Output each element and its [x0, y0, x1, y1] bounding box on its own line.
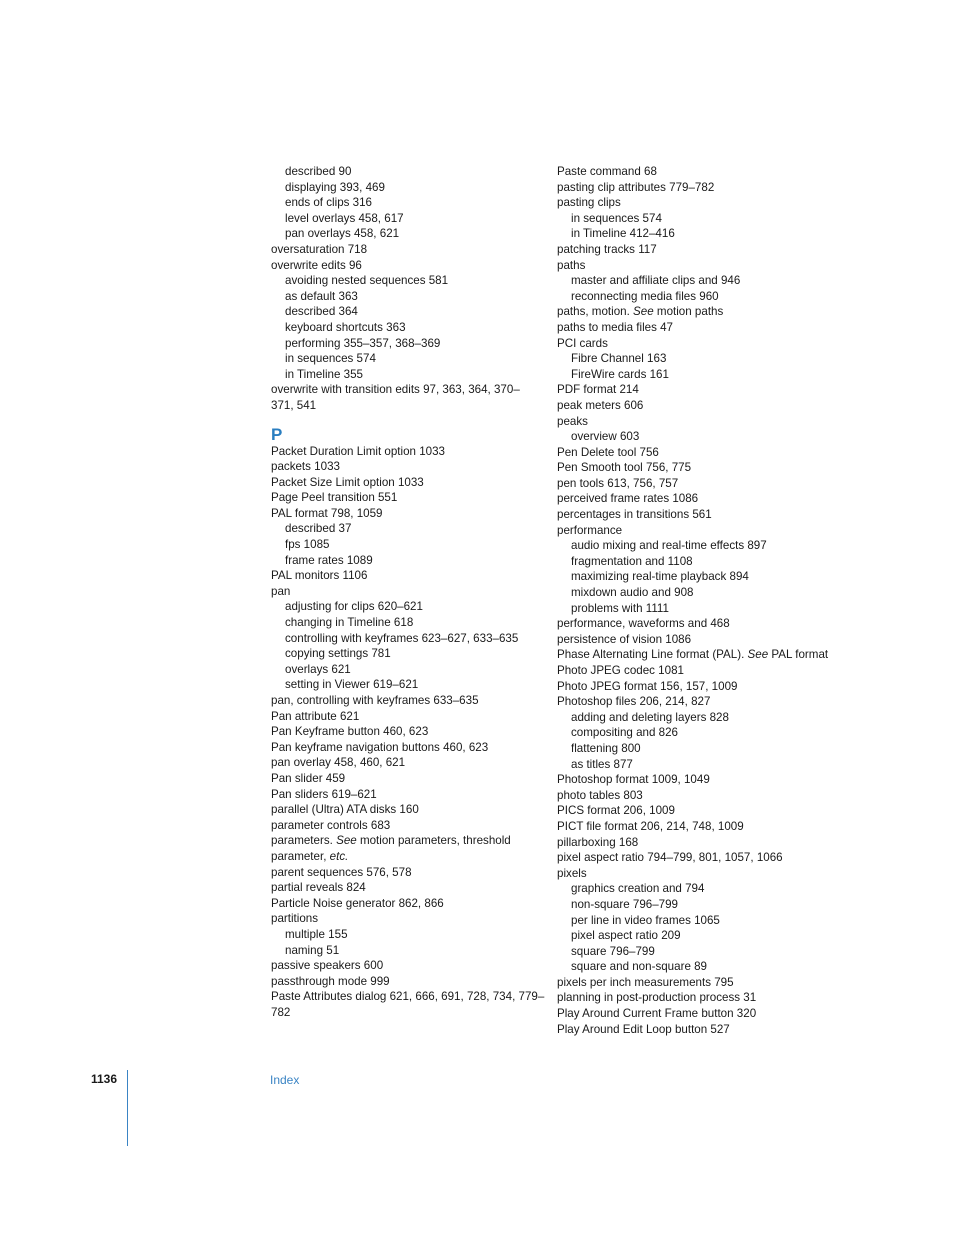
index-entry: [271, 242, 541, 258]
index-subentry: [271, 226, 541, 242]
index-subentry: [557, 538, 847, 554]
index-entry: [557, 975, 847, 991]
entry-text: oversaturation 718: [271, 242, 368, 256]
index-entry: [557, 616, 847, 632]
entry-text: in sequences 574: [571, 211, 662, 225]
entry-text: setting in Viewer 619–621: [285, 678, 419, 692]
index-subentry: [271, 351, 541, 367]
index-column-right: [557, 164, 847, 1037]
etc-note: etc.: [329, 849, 349, 863]
entry-text: Pen Delete tool 756: [557, 445, 659, 459]
entry-text: overwrite with transition edits 97, 363, 364, 370–: [271, 383, 520, 397]
entry-text: overwrite edits 96: [271, 258, 362, 272]
index-entry: [271, 398, 541, 414]
entry-text: peak meters 606: [557, 398, 644, 412]
index-entry: [271, 475, 541, 491]
entry-text: frame rates 1089: [285, 553, 373, 567]
index-subentry: [271, 180, 541, 196]
index-entry: [271, 444, 541, 460]
footer-divider: [127, 1070, 128, 1146]
see-target: motion parameters, threshold: [356, 834, 511, 848]
entry-text: Play Around Current Frame button 320: [557, 1007, 757, 1021]
footer-section-link[interactable]: Index: [270, 1073, 300, 1087]
entry-text: square and non-square 89: [571, 960, 708, 974]
index-subentry: [557, 881, 847, 897]
index-entry: [557, 164, 847, 180]
index-entry: [557, 632, 847, 648]
entry-text: Photoshop files 206, 214, 827: [557, 695, 711, 709]
index-entry: [271, 490, 541, 506]
index-entry: [271, 724, 541, 740]
index-subentry: [557, 928, 847, 944]
index-subentry: [271, 320, 541, 336]
index-subentry: [271, 195, 541, 211]
index-subentry: [557, 944, 847, 960]
entry-text: packets 1033: [271, 460, 340, 474]
entry-text: pillarboxing 168: [557, 835, 639, 849]
index-entry: [271, 709, 541, 725]
entry-text: passthrough mode 999: [271, 974, 390, 988]
entry-text: non-square 796–799: [571, 897, 679, 911]
index-subentry: [271, 615, 541, 631]
index-entry: [271, 865, 541, 881]
index-entries-o-continued: [271, 164, 541, 414]
entry-text: Play Around Edit Loop button 527: [557, 1022, 730, 1036]
entry-text: as default 363: [285, 289, 358, 303]
entry-text: parallel (Ultra) ATA disks 160: [271, 803, 419, 817]
entry-text: in Timeline 412–416: [571, 227, 675, 241]
entry-text: audio mixing and real-time effects 897: [571, 539, 767, 553]
entry-text: graphics creation and 794: [571, 882, 705, 896]
entry-text: partitions: [271, 912, 319, 926]
entry-text: ends of clips 316: [285, 196, 373, 210]
entry-text: Photo JPEG format 156, 157, 1009: [557, 679, 738, 693]
entry-text: Pen Smooth tool 756, 775: [557, 461, 692, 475]
entry-text: Packet Duration Limit option 1033: [271, 444, 446, 458]
index-entries-p: [271, 444, 545, 1021]
index-entry: [271, 506, 541, 522]
entry-text: mixdown audio and 908: [571, 586, 694, 600]
entry-text: fragmentation and 1108: [571, 554, 693, 568]
index-subentry: [271, 646, 541, 662]
index-entry: [557, 819, 847, 835]
entry-text: flattening 800: [571, 741, 641, 755]
entry-text: reconnecting media files 960: [571, 289, 719, 303]
see-target: PAL format: [768, 648, 829, 662]
index-subentry: [557, 273, 847, 289]
entry-text: Page Peel transition 551: [271, 491, 398, 505]
entry-text: paths to media files 47: [557, 320, 674, 334]
index-subentry: [557, 351, 847, 367]
letter-heading-p: P: [271, 424, 283, 444]
entry-text: pasting clips: [557, 196, 621, 210]
entry-text: master and affiliate clips and 946: [571, 274, 741, 288]
index-entry: [557, 398, 847, 414]
index-entry: [271, 974, 541, 990]
page-number: 1136: [91, 1072, 118, 1086]
entry-text: pixel aspect ratio 209: [571, 929, 681, 943]
index-subentry: [271, 662, 541, 678]
entry-text: multiple 155: [285, 927, 348, 941]
index-subentry: [271, 943, 541, 959]
entry-text: pan overlays 458, 621: [285, 227, 400, 241]
index-entry: [557, 788, 847, 804]
entry-text: overlays 621: [285, 662, 351, 676]
index-subentry: [557, 211, 847, 227]
entry-text: passive speakers 600: [271, 959, 384, 973]
index-entry: [271, 896, 541, 912]
index-subentry: [557, 757, 847, 773]
index-entry: [271, 755, 541, 771]
index-entry: [557, 320, 847, 336]
index-subentry: [557, 913, 847, 929]
entry-text: described 90: [285, 165, 352, 178]
index-entry: [557, 679, 847, 695]
entry-text: as titles 877: [571, 757, 633, 771]
index-entry: [271, 802, 541, 818]
entry-text: Photoshop format 1009, 1049: [557, 773, 710, 787]
index-entry: [557, 663, 847, 679]
entry-text: 371, 541: [271, 398, 317, 412]
index-entry: [271, 382, 541, 398]
index-subentry: [557, 710, 847, 726]
entry-text: perceived frame rates 1086: [557, 492, 699, 506]
index-entry: [557, 647, 847, 663]
index-entry: [271, 849, 541, 865]
index-subentry: [557, 897, 847, 913]
entry-text: pan, controlling with keyframes 633–635: [271, 694, 479, 707]
index-entry: [271, 1005, 541, 1021]
index-entry: [557, 990, 847, 1006]
entry-text: copying settings 781: [285, 647, 391, 661]
entry-text: Photo JPEG codec 1081: [557, 664, 684, 677]
entry-text: keyboard shortcuts 363: [285, 320, 406, 334]
index-subentry: [557, 367, 847, 383]
see-target: motion paths: [653, 305, 724, 319]
index-entry: [271, 787, 541, 803]
entry-text: partial reveals 824: [271, 881, 366, 895]
index-entry: [557, 803, 847, 819]
index-subentry: [271, 211, 541, 227]
index-subentry: [271, 521, 541, 537]
index-column-left: [271, 164, 545, 1020]
entry-text: PDF format 214: [557, 383, 639, 397]
index-entry: [557, 460, 847, 476]
index-entry: [271, 693, 541, 709]
index-subentry: [557, 585, 847, 601]
entry-text: square 796–799: [571, 944, 655, 958]
index-entry: [557, 445, 847, 461]
index-subentry: [271, 599, 541, 615]
index-entry: [557, 414, 847, 430]
index-subentry: [557, 959, 847, 975]
index-subentry: [557, 554, 847, 570]
see-reference: See: [747, 648, 769, 662]
entry-text: Pan slider 459: [271, 771, 346, 785]
index-entries-p-continued: [557, 164, 847, 1037]
entry-text: paths, motion.: [557, 305, 634, 319]
index-subentry: [557, 289, 847, 305]
entry-text: pasting clip attributes 779–782: [557, 180, 715, 194]
index-subentry: [271, 537, 541, 553]
entry-text: in Timeline 355: [285, 367, 363, 381]
index-subentry: [557, 429, 847, 445]
index-subentry: [271, 336, 541, 352]
index-entry: [557, 242, 847, 258]
index-entry: [271, 833, 541, 849]
index-entry: [557, 694, 847, 710]
entry-text: per line in video frames 1065: [571, 913, 720, 927]
entry-text: Pan keyframe navigation buttons 460, 623: [271, 740, 489, 754]
index-entry: [557, 195, 847, 211]
entry-text: described 364: [285, 305, 358, 319]
entry-text: pixels: [557, 866, 587, 880]
entry-text: adding and deleting layers 828: [571, 710, 729, 724]
entry-text: Pan Keyframe button 460, 623: [271, 725, 429, 739]
entry-text: avoiding nested sequences 581: [285, 274, 449, 288]
index-subentry: [557, 741, 847, 757]
index-entry: [271, 989, 545, 1005]
entry-text: percentages in transitions 561: [557, 508, 712, 522]
index-entry: [557, 1006, 847, 1022]
entry-text: patching tracks 117: [557, 242, 657, 256]
entry-text: PAL monitors 1106: [271, 569, 368, 583]
entry-text: pan: [271, 584, 291, 598]
index-subentry: [271, 273, 541, 289]
entry-text: Paste command 68: [557, 165, 657, 178]
index-subentry: [557, 601, 847, 617]
entry-text: parameter,: [271, 849, 330, 863]
entry-text: overview 603: [571, 430, 640, 444]
entry-text: parameter controls 683: [271, 818, 391, 832]
index-entry: [271, 258, 541, 274]
entry-text: naming 51: [285, 943, 340, 957]
entry-text: 782: [271, 1005, 291, 1019]
index-entry: [557, 382, 847, 398]
index-entry: [271, 880, 541, 896]
entry-text: FireWire cards 161: [571, 367, 669, 381]
entry-text: performance, waveforms and 468: [557, 617, 730, 631]
index-entry: [557, 835, 847, 851]
entry-text: Pan sliders 619–621: [271, 787, 377, 801]
index-subentry: [271, 164, 541, 180]
entry-text: Phase Alternating Line format (PAL).: [557, 648, 748, 662]
entry-text: pixel aspect ratio 794–799, 801, 1057, 1066: [557, 851, 783, 865]
entry-text: problems with 1111: [571, 601, 669, 615]
entry-text: maximizing real-time playback 894: [571, 570, 749, 584]
index-entry: [271, 584, 541, 600]
index-entry: [557, 1022, 847, 1038]
index-entry: [271, 459, 541, 475]
index-subentry: [557, 725, 847, 741]
index-entry: [557, 180, 847, 196]
entry-text: described 37: [285, 522, 352, 536]
index-entry: [557, 336, 847, 352]
entry-text: performance: [557, 523, 623, 537]
index-entry: [557, 507, 847, 523]
index-entry: [557, 304, 847, 320]
entry-text: Fibre Channel 163: [571, 352, 667, 366]
entry-text: Particle Noise generator 862, 866: [271, 896, 444, 910]
index-entry: [271, 958, 541, 974]
entry-text: Packet Size Limit option 1033: [271, 475, 424, 489]
index-subentry: [271, 631, 541, 647]
entry-text: planning in post-production process 31: [557, 991, 757, 1005]
index-entry: [271, 568, 541, 584]
entry-text: changing in Timeline 618: [285, 616, 414, 630]
index-subentry: [271, 677, 541, 693]
entry-text: photo tables 803: [557, 788, 643, 802]
index-subentry: [557, 226, 847, 242]
index-entry: [557, 523, 847, 539]
index-entry: [271, 911, 541, 927]
index-entry: [271, 771, 541, 787]
entry-text: Paste Attributes dialog 621, 666, 691, 728, 734, 779–: [271, 990, 545, 1004]
index-entry: [557, 476, 847, 492]
index-subentry: [271, 289, 541, 305]
entry-text: controlling with keyframes 623–627, 633–635: [285, 631, 519, 645]
entry-text: level overlays 458, 617: [285, 211, 404, 225]
entry-text: in sequences 574: [285, 352, 376, 366]
index-entry: [271, 740, 541, 756]
see-reference: See: [633, 305, 654, 319]
index-subentry: [271, 367, 541, 383]
entry-text: PICS format 206, 1009: [557, 804, 675, 818]
entry-text: parent sequences 576, 578: [271, 865, 412, 879]
index-entry: [557, 772, 847, 788]
index-entry: [557, 258, 847, 274]
index-subentry: [557, 569, 847, 585]
index-entry: [557, 850, 847, 866]
see-reference: See: [336, 834, 357, 848]
entry-text: peaks: [557, 414, 588, 428]
entry-text: pen tools 613, 756, 757: [557, 476, 679, 490]
index-entry: [271, 818, 541, 834]
entry-text: parameters.: [271, 834, 337, 848]
entry-text: PAL format 798, 1059: [271, 506, 383, 520]
index-subentry: [271, 304, 541, 320]
entry-text: persistence of vision 1086: [557, 632, 692, 646]
index-subentry: [271, 927, 541, 943]
index-entry: [557, 866, 847, 882]
index-subentry: [271, 553, 541, 569]
entry-text: performing 355–357, 368–369: [285, 336, 441, 350]
entry-text: adjusting for clips 620–621: [285, 600, 423, 614]
index-entry: [557, 491, 847, 507]
entry-text: pixels per inch measurements 795: [557, 975, 734, 989]
entry-text: pan overlay 458, 460, 621: [271, 756, 406, 770]
entry-text: compositing and 826: [571, 726, 678, 740]
entry-text: displaying 393, 469: [285, 180, 385, 194]
entry-text: paths: [557, 258, 586, 272]
entry-text: fps 1085: [285, 538, 330, 552]
entry-text: PCI cards: [557, 336, 608, 350]
entry-text: PICT file format 206, 214, 748, 1009: [557, 819, 744, 833]
entry-text: Pan attribute 621: [271, 709, 360, 723]
